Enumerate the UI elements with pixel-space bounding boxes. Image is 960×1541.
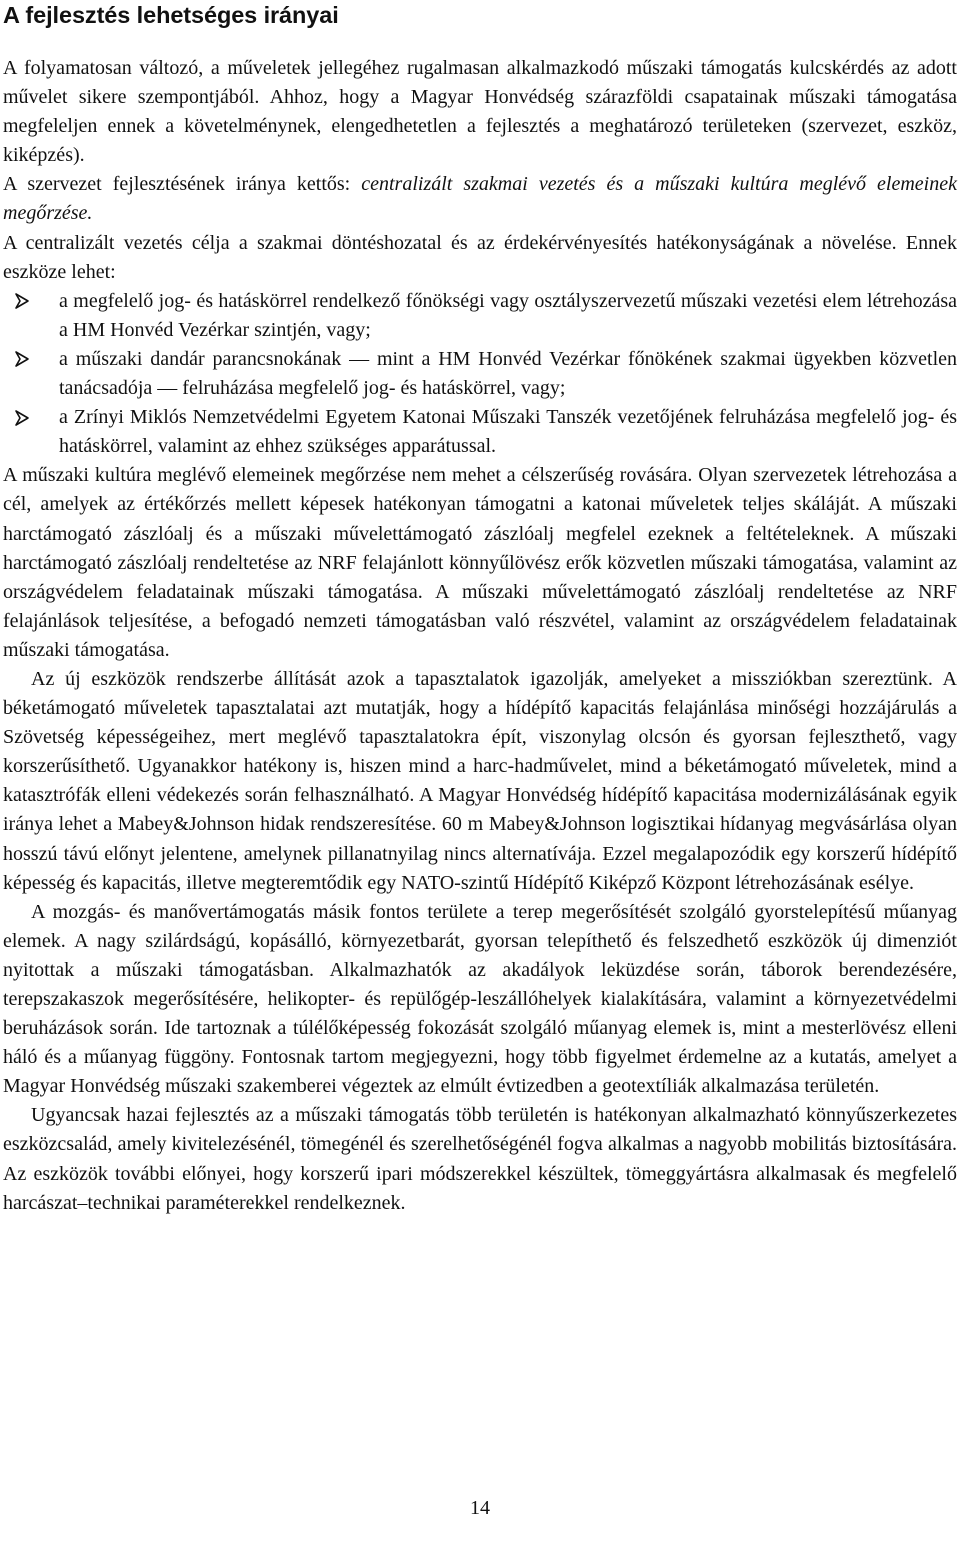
list-item-text: a műszaki dandár parancsnokának — mint a HM Honvéd Vezérkar főnökének szakmai ügyekben közvetlen tanácsadója — felruházása megfelelő jog- és hatáskörrel, vagy; xyxy=(59,347,957,400)
paragraph-new-equipment: Az új eszközök rendszerbe állítását azok a tapasztalatok igazolják, amelyeket a missziókban szereztünk. A béketámogató műveletek tapasztalatai azt mutatják, hogy a hídépítő kapacitás felajánlása minőségi hozzájárulás a Szövetség képességeihez, mert meglévő tapasztalatokra épít, viszonylag olcsón és gyorsan fejleszthető, vagy korszerűsíthető. Ugyanakkor hatékony is, hiszen mind a harc-hadművelet, mind a béketámogató műveletek, mind a katasztrófák elleni védekezés során felhasználható. A Magyar Honvédség hídépítő kapacitása modernizálásának egyik iránya lehet a Mabey&Johnson hidak rendszeresítése. 60 m Mabey&Johnson logisztikai hídanyag megvásárlása olyan hosszú távú előnyt jelentene, amelynek pillanatnyilag nincs alternatívája. Ezzel megalapozódik egy korszerű hídépítő képesség és kapacitás, illetve megteremtődik egy NATO-szintű Hídépítő Kiképző Központ létrehozásának esélye. xyxy=(3,667,957,894)
section-heading: A fejlesztés lehetséges irányai xyxy=(3,2,339,28)
paragraph-intro: A folyamatosan változó, a műveletek jellegéhez rugalmasan alkalmazkodó műszaki támogatás kulcskérdés az adott művelet sikere szempontjából. Ahhoz, hogy a Magyar Honvédség szárazföldi csapatainak műszaki támogatása megfeleljen ennek a követelménynek, elengedhetetlen a fejlesztés a meghatározó területeken (szervezet, eszköz, kiképzés). xyxy=(3,57,957,167)
paragraph-organization-lead: A szervezet fejlesztésének iránya kettős: xyxy=(3,173,362,196)
paragraph-centralized-leadership: A centralizált vezetés célja a szakmai döntéshozatal és az érdekérvényesítés hatékonyságának a növelése. Ennek eszköze lehet: xyxy=(3,231,957,283)
paragraph-mobility-support: A mozgás- és manővertámogatás másik fontos területe a terep megerősítését szolgáló gyorstelepítésű műanyag elemek. A nagy szilárdságú, kopásálló, környezetbarát, gyorsan telepíthető és felszedhető eszközök új dimenziót nyitottak a műszaki támogatásban. Alkalmazhatók az akadályok leküzdése során, táborok berendezésére, terepszakaszok megerősítésére, helikopter- és repülőgép-leszállóhelyek kialakítására, valamint a környezetvédelmi beruházások során. Ide tartoznak a túlélőképesség fokozását szolgáló műanyag elemek is, mint a mesterlövész elleni háló és a műanyag függöny. Fontosnak tartom megjegyezni, hogy több figyelmet érdemelne az a kutatás, amelyet a Magyar Honvédség műszaki szakemberei végeztek az elmúlt évtizedben a geotextíliák alkalmazása területén. xyxy=(3,900,957,1098)
list-item-text: a Zrínyi Miklós Nemzetvédelmi Egyetem Katonai Műszaki Tanszék vezetőjének felruházása megfelelő jog- és hatáskörrel, valamint az ehhez szükséges apparátussal. xyxy=(59,406,957,458)
paragraph-organization-emphasis: centralizált szakmai vezetés és a műszaki kultúra meglévő elemeinek megőrzése. xyxy=(3,173,957,225)
list-item xyxy=(59,403,957,461)
list-item xyxy=(59,287,957,345)
document-body xyxy=(3,54,957,1218)
bullet-list xyxy=(3,287,957,462)
page-number: 14 xyxy=(470,1497,490,1519)
paragraph-organization xyxy=(3,170,957,228)
arrowhead-bullet-icon xyxy=(11,345,33,374)
arrowhead-bullet-icon xyxy=(11,403,33,432)
arrowhead-bullet-icon xyxy=(11,287,33,316)
paragraph-engineering-culture: A műszaki kultúra meglévő elemeinek megőrzése nem mehet a célszerűség rovására. Olyan szervezetek létrehozása a cél, amelyek az értékőrzés mellett képesek hatékonyan támogatni a katonai műveletek teljes skáláját. A műszaki harctámogató zászlóalj és a műszaki művelettámogató zászlóalj megfelel ezeknek a feltételeknek. A műszaki harctámogató zászlóalj rendeltetése az NRF felajánlott könnyűlövész erők közvetlen műszaki támogatása, valamint az országvédelem feladatainak műszaki támogatása. A műszaki művelettámogató zászlóalj rendeltetése az NRF felajánlások teljesítése, a befogadó nemzeti támogatásban való részvétel, valamint az országvédelem feladatainak műszaki támogatása. xyxy=(3,464,957,661)
list-item-text: a megfelelő jog- és hatáskörrel rendelkező főnökségi vagy osztályszervezetű műszaki vezetési elem létrehozása a HM Honvéd Vezérkar szintjén, vagy; xyxy=(59,289,957,341)
list-item xyxy=(59,345,957,403)
paragraph-domestic-development: Ugyancsak hazai fejlesztés az a műszaki támogatás több területén is hatékonyan alkalmazható könnyűszerkezetes eszközcsalád, amely kivitelezésénél, tömegénél és szerelhetőségénél fogva alkalmas a nagyobb mobilitás biztosítására. Az eszközök további előnyei, hogy korszerű ipari módszerekkel készültek, tömeggyártásra alkalmasak és megfelelő harcászat–technikai paraméterekkel rendelkeznek. xyxy=(3,1104,957,1214)
